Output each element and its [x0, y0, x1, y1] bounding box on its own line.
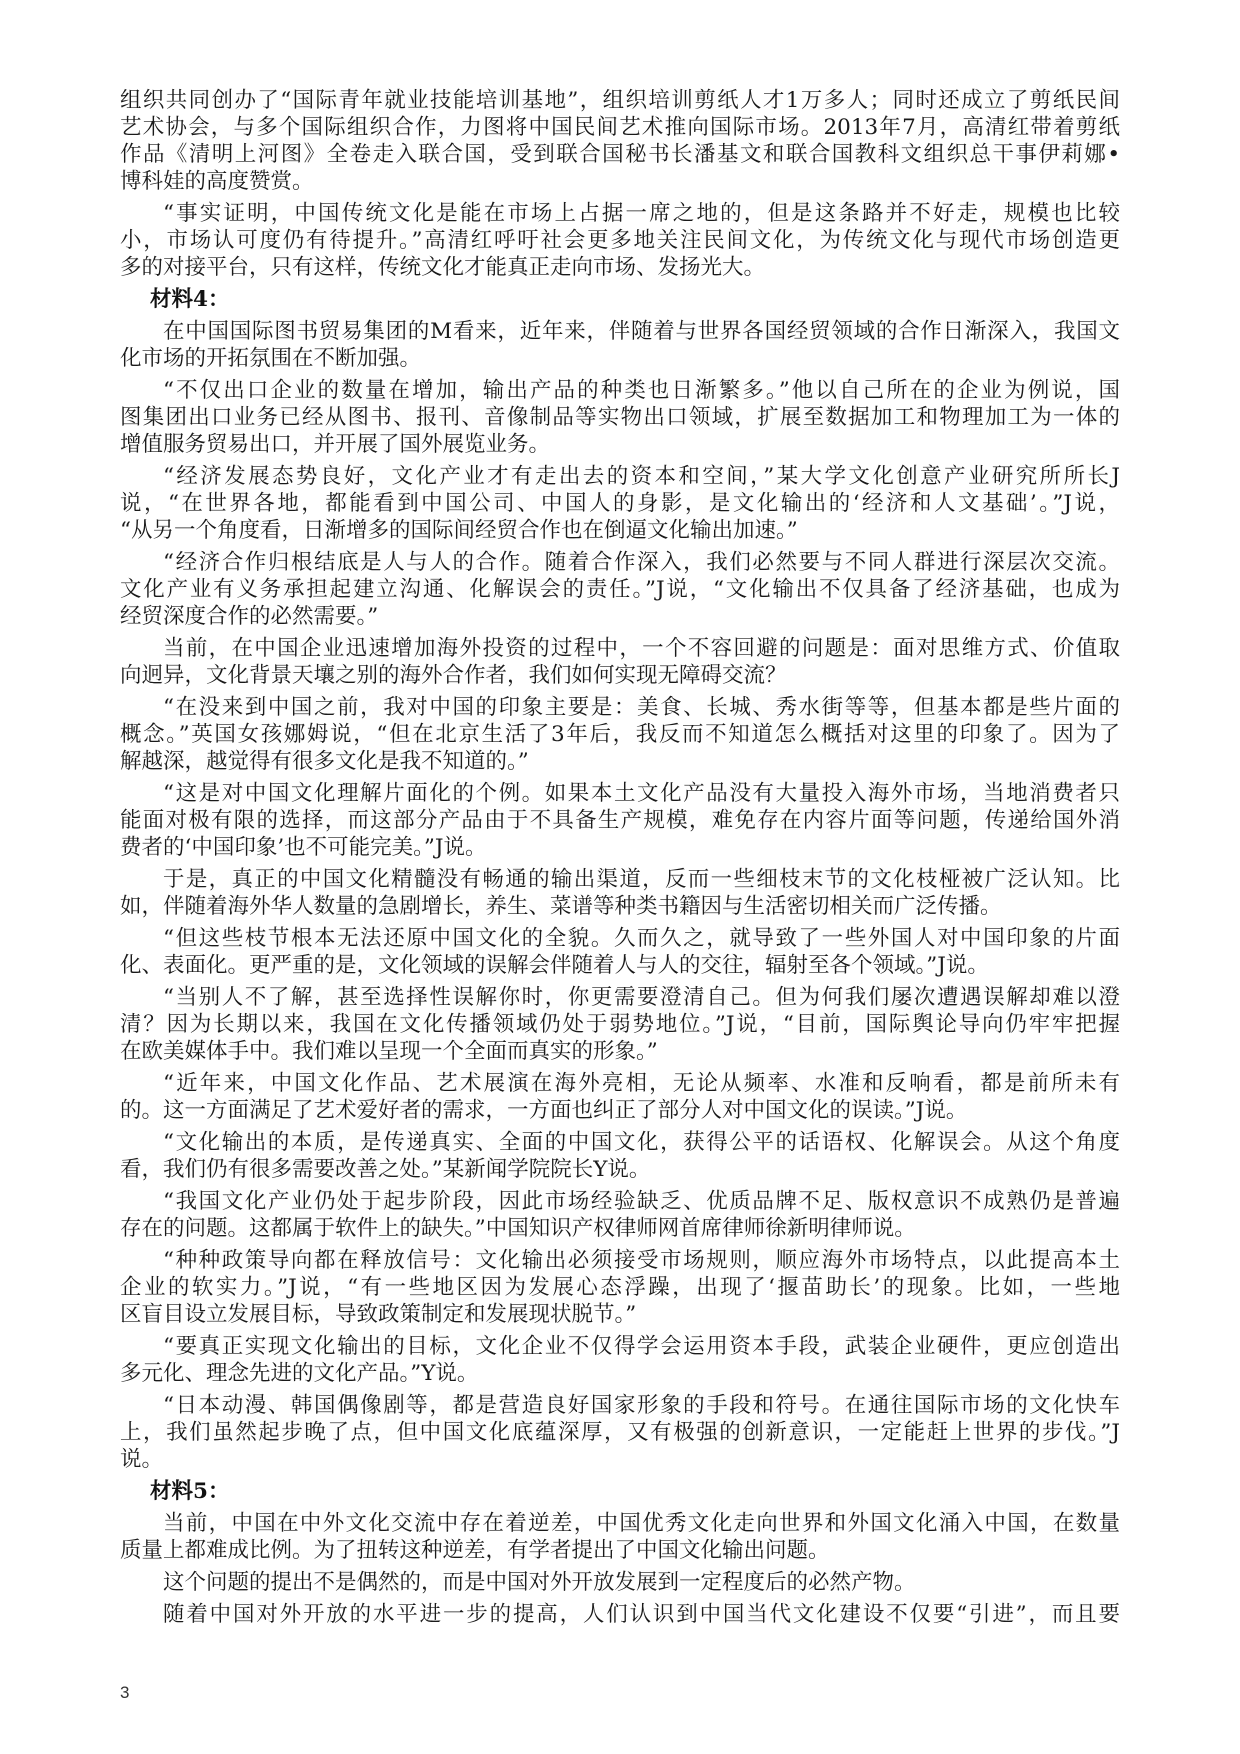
text-line: 于是，真正的中国文化精髓没有畅通的输出渠道，反而一些细枝末节的文化枝桠被广泛认知。比: [163, 867, 1120, 892]
text-line: “从另一个角度看，日渐增多的国际间经贸合作也在倒逼文化输出加速。”: [120, 518, 798, 543]
material-section: [120, 87, 1120, 281]
section-heading: 材料4：: [150, 287, 230, 312]
text-line: 图集团出口业务已经从图书、报刊、音像制品等实物出口领域，扩展至数据加工和物理加工为一体的: [120, 405, 1120, 430]
text-line: 多元化、理念先进的文化产品。”Y说。: [120, 1361, 479, 1386]
paragraph: [120, 1129, 1120, 1183]
text-line: 化、表面化。更严重的是，文化领域的误解会伴随着人与人的交往，辐射至各个领域。”J说。: [120, 953, 989, 978]
text-line: “文化输出的本质，是传递真实、全面的中国文化，获得公平的话语权、化解误会。从这个角度: [163, 1130, 1120, 1155]
text-line: “这是对中国文化理解片面化的个例。如果本土文化产品没有大量投入海外市场，当地消费者只: [163, 781, 1120, 806]
text-line: “事实证明，中国传统文化是能在市场上占据一席之地的，但是这条路并不好走，规模也比较: [163, 201, 1120, 226]
paragraph: [120, 780, 1120, 861]
paragraph: [120, 925, 1120, 979]
text-line: “但这些枝节根本无法还原中国文化的全貌。久而久之，就导致了一些外国人对中国印象的片面: [163, 926, 1120, 951]
paragraph: [120, 866, 1120, 920]
paragraph: [120, 1247, 1120, 1328]
text-line: 作品《清明上河图》全卷走入联合国，受到联合国秘书长潘基文和联合国教科文组织总干事伊莉娜•: [120, 142, 1120, 167]
paragraph: [120, 1333, 1120, 1387]
text-line: 博科娃的高度赞赏。: [120, 169, 314, 194]
text-line: 费者的‘中国印象’也不可能完美。”J说。: [120, 835, 487, 860]
text-line: 随着中国对外开放的水平进一步的提高，人们认识到中国当代文化建设不仅要“引进”，而且要: [163, 1602, 1120, 1627]
text-line: “经济合作归根结底是人与人的合作。随着合作深入，我们必然要与不同人群进行深层次交流。: [163, 550, 1120, 575]
page-number: 3: [120, 1683, 130, 1702]
paragraph: [120, 318, 1120, 372]
text-line: 区盲目设立发展目标，导致政策制定和发展现状脱节。”: [120, 1302, 637, 1327]
paragraph: [120, 694, 1120, 775]
text-line: 向迥异，文化背景天壤之别的海外合作者，我们如何实现无障碍交流？: [120, 663, 787, 688]
text-line: 存在的问题。这都属于软件上的缺失。”中国知识产权律师网首席律师徐新明律师说。: [120, 1216, 916, 1241]
text-line: 说，“在世界各地，都能看到中国公司、中国人的身影，是文化输出的‘经济和人文基础’。”J说，: [120, 491, 1120, 516]
paragraph: [120, 549, 1120, 630]
text-line: “经济发展态势良好，文化产业才有走出去的资本和空间，”某大学文化创意产业研究所所长J: [163, 464, 1120, 489]
text-line: “近年来，中国文化作品、艺术展演在海外亮相，无论从频率、水准和反响看，都是前所未有: [163, 1071, 1120, 1096]
text-line: “要真正实现文化输出的目标，文化企业不仅得学会运用资本手段，武装企业硬件，更应创造出: [163, 1334, 1120, 1359]
text-line: 在欧美媒体手中。我们难以呈现一个全面而真实的形象。”: [120, 1039, 658, 1064]
text-line: “我国文化产业仍处于起步阶段，因此市场经验缺乏、优质品牌不足、版权意识不成熟仍是普遍: [163, 1189, 1120, 1214]
text-line: 文化产业有义务承担起建立沟通、化解误会的责任。”J说，“文化输出不仅具备了经济基础，也成为: [120, 577, 1120, 602]
paragraph: [120, 1392, 1120, 1473]
text-line: 解越深，越觉得有很多文化是我不知道的。”: [120, 749, 529, 774]
text-line: 当前，中国在中外文化交流中存在着逆差，中国优秀文化走向世界和外国文化涌入中国，在数量: [163, 1511, 1120, 1536]
text-line: 化市场的开拓氛围在不断加强。: [120, 346, 422, 371]
text-line: 清？因为长期以来，我国在文化传播领域仍处于弱势地位。”J说，“目前，国际舆论导向仍牢牢把握: [120, 1012, 1120, 1037]
text-line: 说。: [120, 1447, 164, 1472]
text-line: “日本动漫、韩国偶像剧等，都是营造良好国家形象的手段和符号。在通往国际市场的文化快车: [163, 1393, 1120, 1418]
text-line: 艺术协会，与多个国际组织合作，力图将中国民间艺术推向国际市场。2013年7月，高清红带着剪纸: [120, 115, 1120, 140]
document-body: [120, 87, 1120, 1628]
paragraph: [120, 984, 1120, 1065]
text-line: 小，市场认可度仍有待提升。”高清红呼吁社会更多地关注民间文化，为传统文化与现代市场创造更: [120, 228, 1120, 253]
text-line: 经贸深度合作的必然需要。”: [120, 604, 379, 629]
text-line: 的。这一方面满足了艺术爱好者的需求，一方面也纠正了部分人对中国文化的误读。”J说。: [120, 1098, 968, 1123]
text-line: 这个问题的提出不是偶然的，而是中国对外开放发展到一定程度后的必然产物。: [163, 1570, 916, 1595]
paragraph: [120, 87, 1120, 195]
paragraph: [120, 1510, 1120, 1564]
paragraph: [120, 1070, 1120, 1124]
paragraph: [120, 1601, 1120, 1628]
text-line: “种种政策导向都在释放信号：文化输出必须接受市场规则，顺应海外市场特点，以此提高本土: [163, 1248, 1120, 1273]
text-line: 组织共同创办了“国际青年就业技能培训基地”，组织培训剪纸人才1万多人；同时还成立了剪纸民间: [120, 88, 1120, 113]
text-line: 在中国国际图书贸易集团的M看来，近年来，伴随着与世界各国经贸领域的合作日渐深入，我国文: [163, 319, 1120, 344]
text-line: “不仅出口企业的数量在增加，输出产品的种类也日渐繁多。”他以自己所在的企业为例说，国: [163, 378, 1120, 403]
text-line: 多的对接平台，只有这样，传统文化才能真正走向市场、发扬光大。: [120, 255, 766, 280]
text-line: 看，我们仍有很多需要改善之处。”某新闻学院院长Y说。: [120, 1157, 651, 1182]
text-line: 能面对极有限的选择，而这部分产品由于不具备生产规模，难免存在内容片面等问题，传递给国外消: [120, 808, 1120, 833]
material-section: [120, 1478, 1120, 1628]
paragraph: [120, 463, 1120, 544]
section-heading: 材料5：: [150, 1479, 230, 1504]
text-line: 质量上都难成比例。为了扭转这种逆差，有学者提出了中国文化输出问题。: [120, 1538, 830, 1563]
text-line: 如，伴随着海外华人数量的急剧增长，养生、菜谱等种类书籍因与生活密切相关而广泛传播。: [120, 894, 1002, 919]
text-line: 增值服务贸易出口，并开展了国外展览业务。: [120, 432, 551, 457]
material-section: [120, 286, 1120, 1473]
paragraph: [120, 200, 1120, 281]
text-line: “当别人不了解，甚至选择性误解你时，你更需要澄清自己。但为何我们屡次遭遇误解却难以澄: [163, 985, 1120, 1010]
text-line: 上，我们虽然起步晚了点，但中国文化底蕴深厚，又有极强的创新意识，一定能赶上世界的步伐。”J: [120, 1420, 1120, 1445]
paragraph: [120, 635, 1120, 689]
paragraph: [120, 1188, 1120, 1242]
text-line: 企业的软实力。”J说，“有一些地区因为发展心态浮躁，出现了‘揠苗助长’的现象。比如，一些地: [120, 1275, 1120, 1300]
paragraph: [120, 1569, 1120, 1596]
paragraph: [120, 377, 1120, 458]
text-line: 概念。”英国女孩娜姆说，“但在北京生活了3年后，我反而不知道怎么概括对这里的印象了。因为了: [120, 722, 1120, 747]
text-line: 当前，在中国企业迅速增加海外投资的过程中，一个不容回避的问题是：面对思维方式、价值取: [163, 636, 1120, 661]
text-line: “在没来到中国之前，我对中国的印象主要是：美食、长城、秀水街等等，但基本都是些片面的: [163, 695, 1120, 720]
